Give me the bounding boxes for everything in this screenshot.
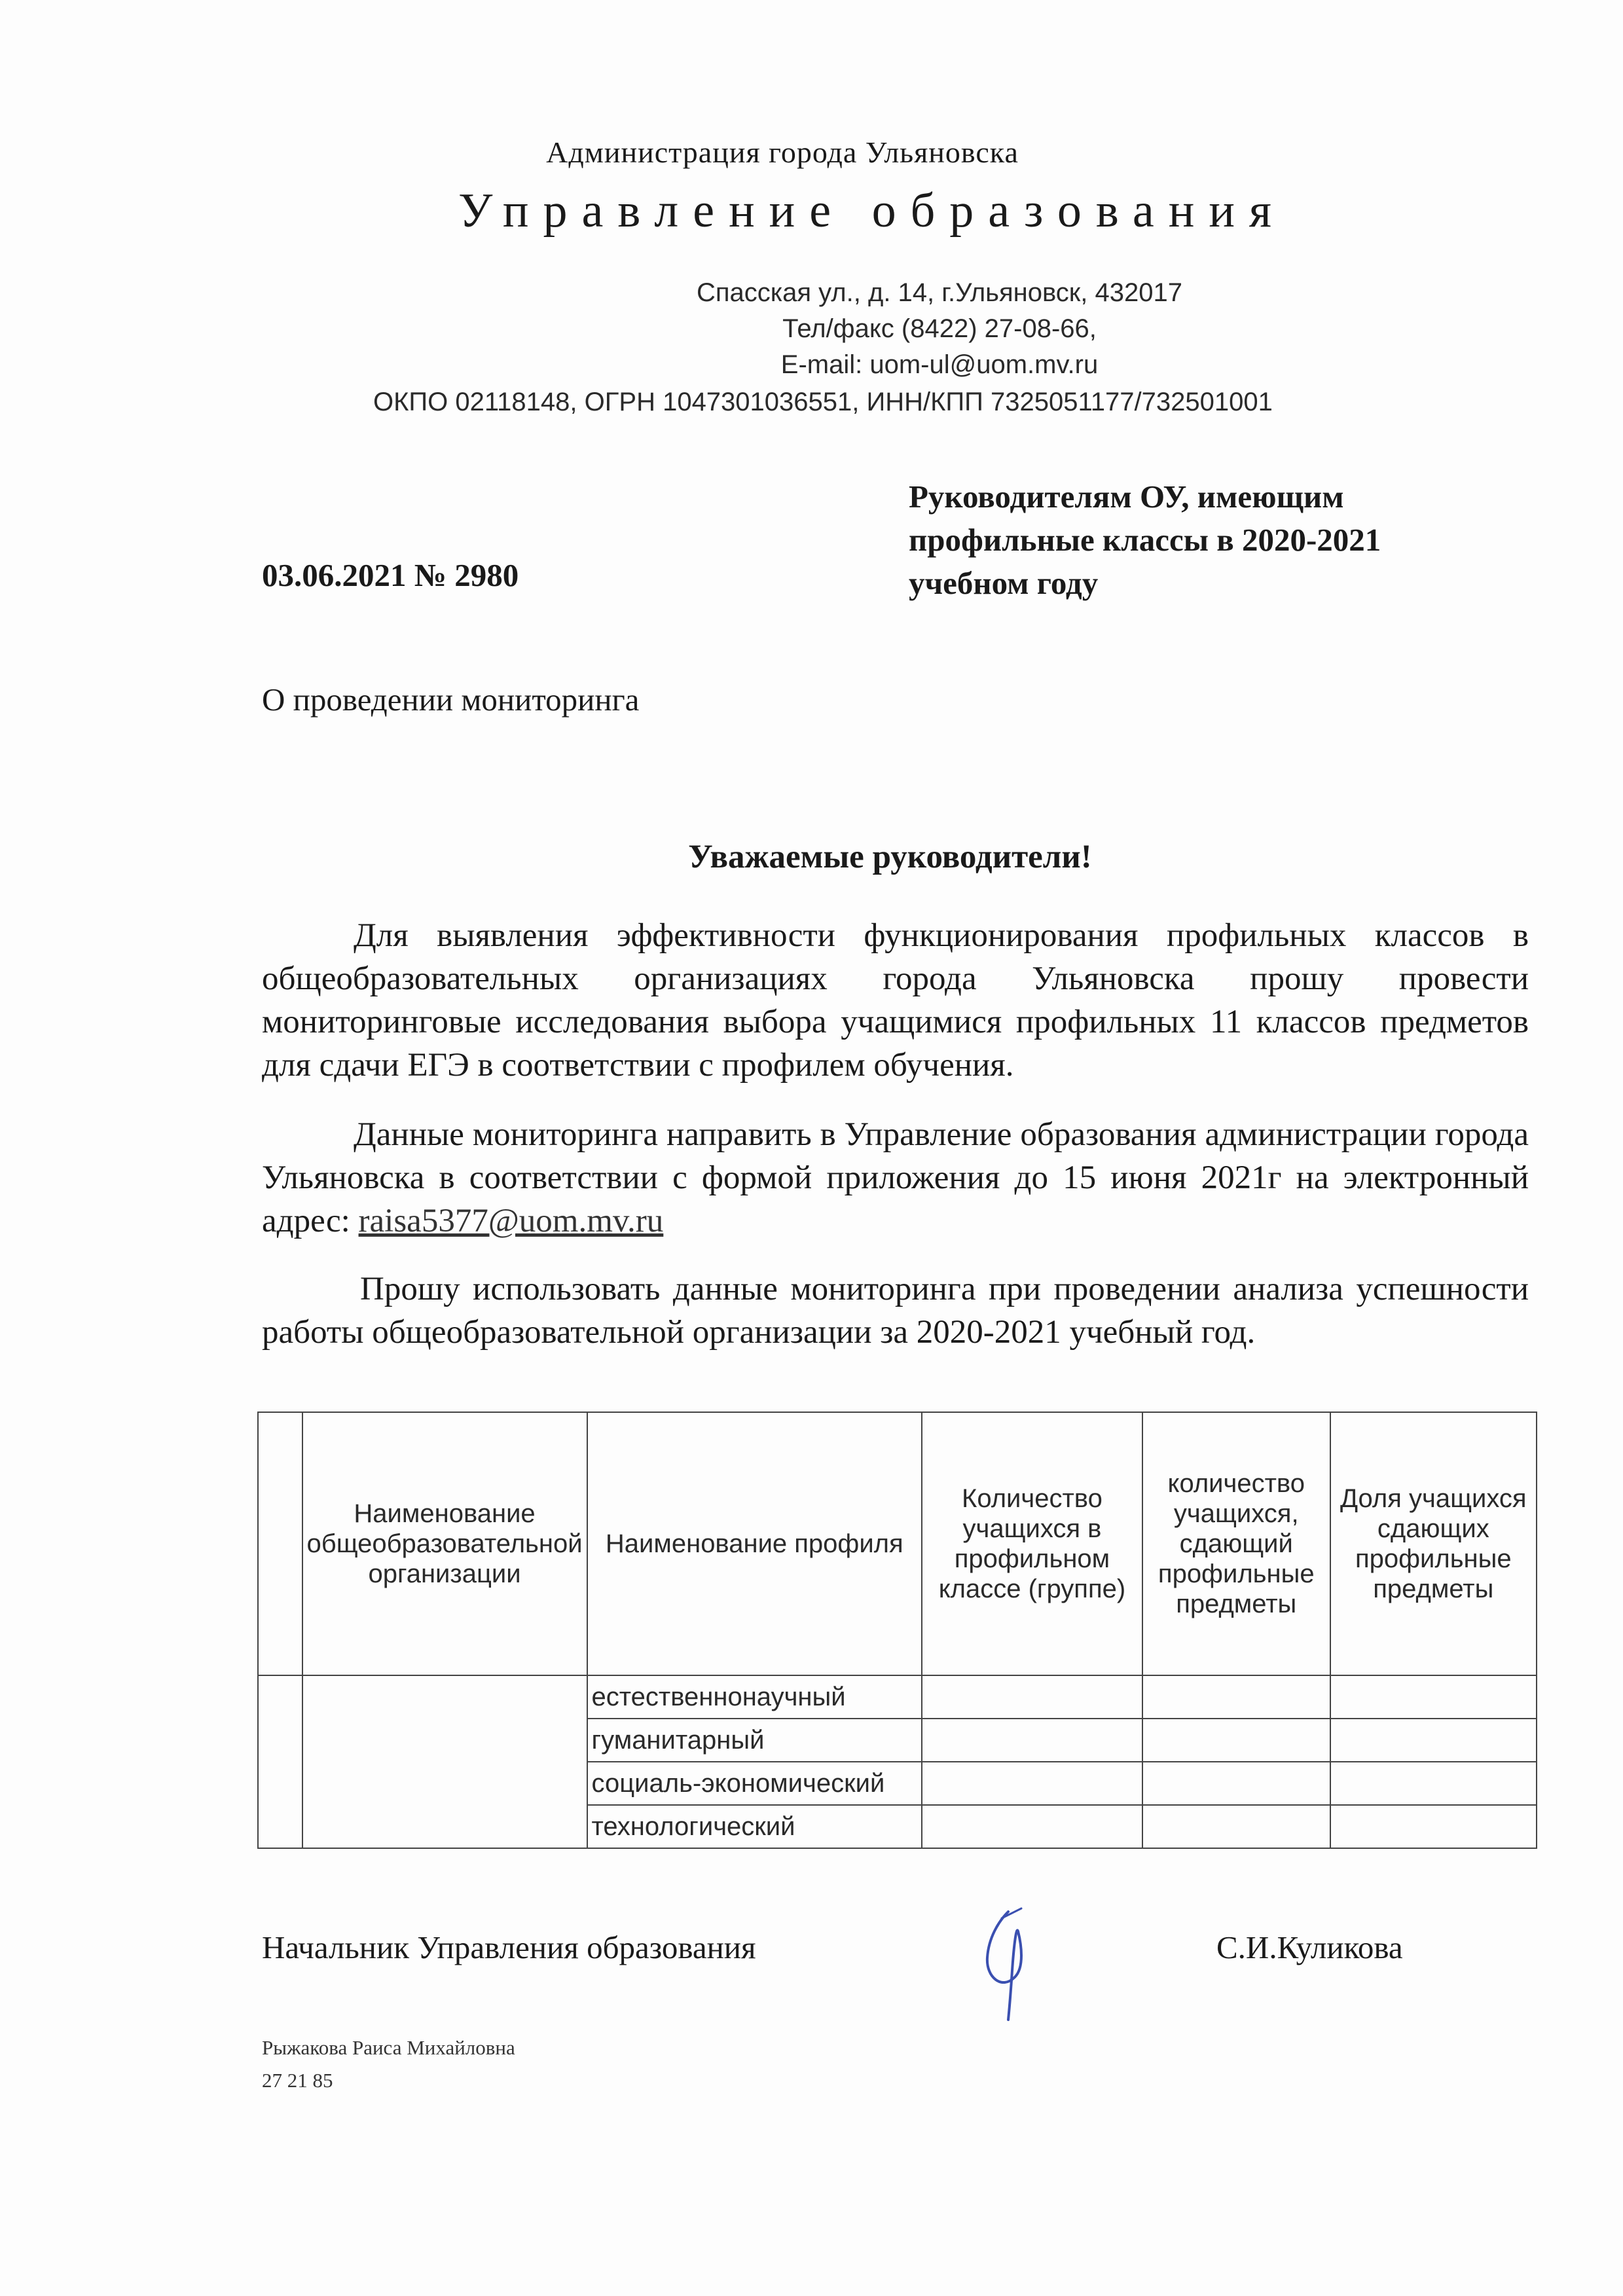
email-link[interactable]: raisa5377@uom.mv.ru [358, 1203, 664, 1239]
executor-phone: 27 21 85 [262, 2069, 333, 2092]
table-cell [1330, 1762, 1537, 1805]
executor-name: Рыжакова Раиса Михайловна [262, 2036, 515, 2059]
table-header-cell: Наименование общеобразовательной организации [302, 1412, 587, 1675]
address-line: Спасская ул., д. 14, г.Ульяновск, 432017 [696, 278, 1182, 307]
table-cell [922, 1805, 1142, 1848]
profile-name-cell: естественнонаучный [587, 1675, 922, 1719]
table-header-cell [258, 1412, 302, 1675]
table-cell [302, 1675, 587, 1848]
profile-name-cell: социаль-экономический [587, 1762, 922, 1805]
table-header-cell: Количество учащихся в профильном классе (группе) [922, 1412, 1142, 1675]
signatory-name: С.И.Куликова [1216, 1929, 1403, 1965]
paragraph-text: Данные мониторинга направить в Управление образования администрации города Ульяновска в соответствии с формой приложения до 15 июня 2021г на электронный адрес: [262, 1116, 1529, 1239]
registry-line: ОКПО 02118148, ОГРН 1047301036551, ИНН/КПП 7325051177/732501001 [373, 388, 1273, 416]
department-title: Управление образования [458, 184, 1286, 238]
monitoring-form-table [257, 1412, 1537, 1849]
profile-name-cell: технологический [587, 1805, 922, 1848]
email-line: E-mail: uom-ul@uom.mv.ru [780, 350, 1099, 379]
table-cell [1142, 1675, 1330, 1719]
administration-title: Администрация города Ульяновска [546, 136, 1019, 169]
table-cell [1142, 1762, 1330, 1805]
table-cell [1330, 1805, 1537, 1848]
profile-name-cell: гуманитарный [587, 1719, 922, 1762]
date-number: 03.06.2021 № 2980 [262, 557, 519, 593]
handwritten-signature [962, 1899, 1054, 2030]
table-cell [922, 1762, 1142, 1805]
table-cell [922, 1719, 1142, 1762]
body-paragraph: Прошу использовать данные мониторинга при проведении анализа успешности работы общеобразовательной организации за 2020-2021 учебный год. [262, 1271, 1529, 1351]
greeting: Уважаемые руководители! [688, 839, 1092, 875]
body-paragraph: Для выявления эффективности функционирования профильных классов в общеобразовательных организациях города Ульяновска прошу провести мониторинговые исследования выбора учащимися профильных 11 классов предметов для сдачи ЕГЭ в соответствии с профилем обучения. [262, 917, 1529, 1084]
table-header-cell: количество учащихся, сдающий профильные предметы [1142, 1412, 1330, 1675]
table-cell [922, 1675, 1142, 1719]
recipient-block: Руководителям ОУ, имеющим профильные классы в 2020-2021 учебном году [909, 479, 1381, 601]
table-cell [258, 1675, 302, 1848]
table-header-cell: Доля учащихся сдающих профильные предметы [1330, 1412, 1537, 1675]
table-cell [1142, 1805, 1330, 1848]
phone-line: Тел/факс (8422) 27-08-66, [782, 314, 1097, 343]
table-cell [1330, 1675, 1537, 1719]
table-row [258, 1675, 1537, 1719]
subject-line: О проведении мониторинга [262, 682, 640, 718]
signatory-role: Начальник Управления образования [262, 1929, 756, 1965]
table-cell [1142, 1719, 1330, 1762]
body-paragraph [262, 1113, 1529, 1243]
table-cell [1330, 1719, 1537, 1762]
table-header-row [258, 1412, 1537, 1675]
table-header-cell: Наименование профиля [587, 1412, 922, 1675]
